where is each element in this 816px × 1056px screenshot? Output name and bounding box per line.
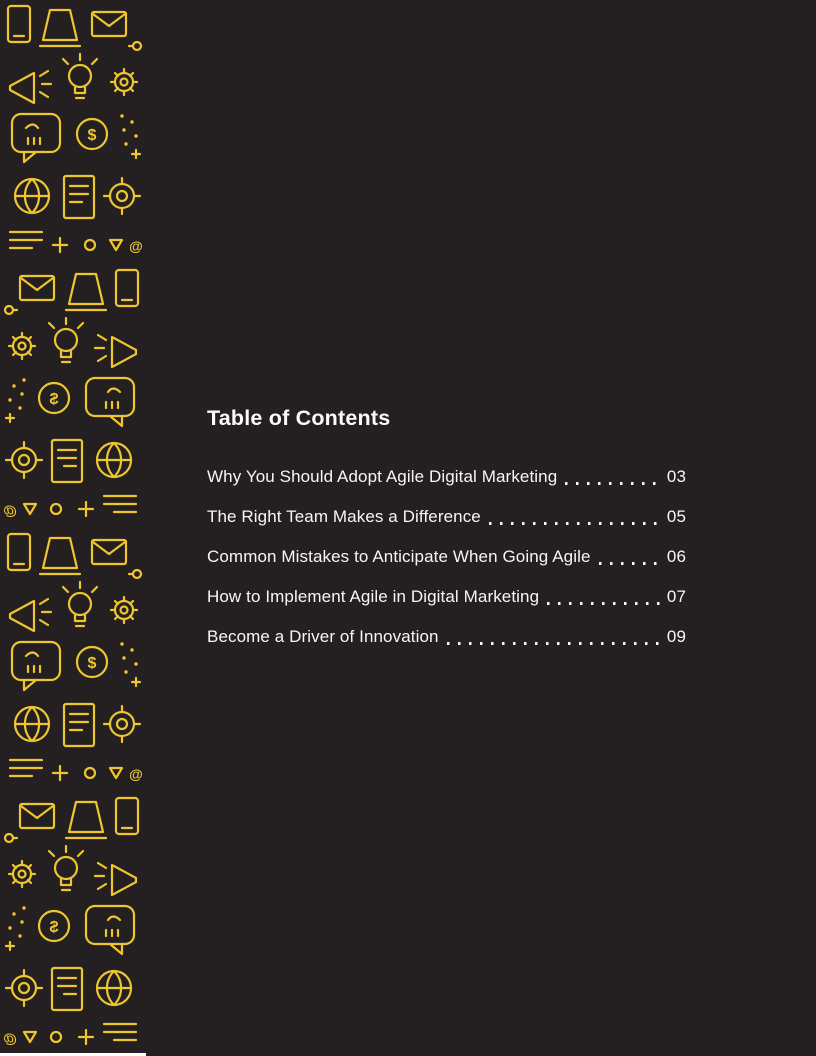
toc-entry-page: 05 [666, 507, 686, 526]
dot-leader [547, 602, 660, 605]
toc-entry[interactable] [207, 587, 686, 608]
toc-list [207, 467, 686, 648]
toc-entry-page: 03 [666, 467, 686, 486]
toc-entry-label: Become a Driver of Innovation [207, 627, 439, 646]
toc-entry[interactable] [207, 467, 686, 488]
toc-entry-page: 09 [666, 627, 686, 646]
toc-entry[interactable] [207, 547, 686, 568]
dot-leader [599, 562, 660, 565]
toc-content [207, 406, 686, 667]
dot-leader [489, 522, 660, 525]
toc-entry[interactable] [207, 507, 686, 528]
sidebar-doodle-pattern [0, 0, 146, 1056]
page-title: Table of Contents [207, 406, 391, 430]
toc-entry[interactable] [207, 627, 686, 648]
toc-entry-label: How to Implement Agile in Digital Marketing [207, 587, 540, 606]
toc-entry-page: 07 [666, 587, 686, 606]
toc-entry-label: Common Mistakes to Anticipate When Going Agile [207, 547, 591, 566]
toc-entry-label: Why You Should Adopt Agile Digital Marketing [207, 467, 558, 486]
toc-entry-label: The Right Team Makes a Difference [207, 507, 481, 526]
toc-entry-page: 06 [666, 547, 686, 566]
dot-leader [447, 642, 660, 645]
dot-leader [565, 482, 660, 485]
